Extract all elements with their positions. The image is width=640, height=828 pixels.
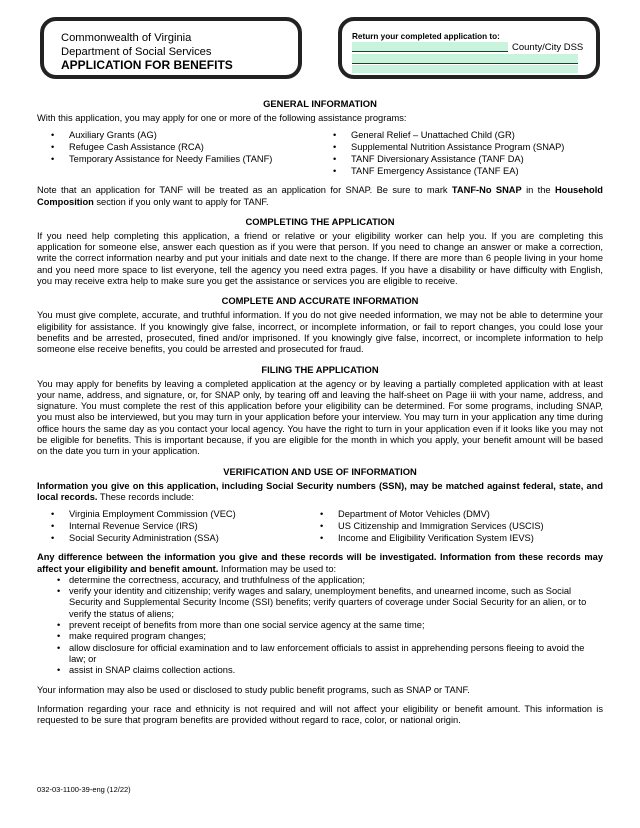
list-item: • Refugee Cash Assistance (RCA) bbox=[37, 141, 319, 153]
list-item: • Temporary Assistance for Needy Families (TANF) bbox=[37, 153, 319, 165]
list-item: • make required program changes; bbox=[37, 631, 603, 642]
form-number: 032-03-1100-39-eng (12/22) bbox=[37, 785, 131, 794]
program-list bbox=[37, 129, 603, 177]
program-list-left bbox=[37, 129, 319, 177]
list-item: • Virginia Employment Commission (VEC) bbox=[37, 508, 306, 520]
list-item: • General Relief – Unattached Child (GR) bbox=[319, 129, 564, 141]
agency-line-1: Commonwealth of Virginia bbox=[61, 32, 192, 44]
completing-heading: COMPLETING THE APPLICATION bbox=[245, 215, 395, 227]
accurate-text: You must give complete, accurate, and truthful information. If you do not give needed information, we may not be able to determine your eligibility for assistance. If you knowingly give false, incorrect, or incomplete information, or fail to report changes, you could lose your benefits and be arrested, prosecuted, fined and/or imprisoned. If you knowingly give false, incorrect, or incomplete information to help someone else receive benefits, you could be arrested and prosecuted for fraud. bbox=[37, 310, 603, 355]
list-item: • TANF Diversionary Assistance (TANF DA) bbox=[319, 153, 564, 165]
study-statement: Your information may also be used or disclosed to study public benefit programs, such as SNAP or TANF. bbox=[37, 684, 470, 695]
list-item: • verify your identity and citizenship; verify wages and salary, unemployment benefits, and unearned income, such as Social Security and Supplemental Security Income (SSI) benefits; verify quarters of coverage under Social Security for an alien, or to verify the status of aliens; bbox=[37, 586, 603, 620]
filing-heading: FILING THE APPLICATION bbox=[261, 363, 379, 375]
list-item: • determine the correctness, accuracy, and truthfulness of the application; bbox=[37, 575, 603, 586]
records-list bbox=[37, 508, 603, 544]
form-title: APPLICATION FOR BENEFITS bbox=[61, 58, 233, 73]
agency-header-box bbox=[40, 17, 302, 79]
list-item: • Auxiliary Grants (AG) bbox=[37, 129, 319, 141]
tanf-note: Note that an application for TANF will be treated as an application for SNAP. Be sure to mark TANF-No SNAP in the Household Composition section if you only want to apply for TANF. bbox=[37, 185, 603, 207]
list-item: • Income and Eligibility Verification System IEVS) bbox=[306, 532, 544, 544]
list-item: • TANF Emergency Assistance (TANF EA) bbox=[319, 165, 564, 177]
completing-text: If you need help completing this application, a friend or relative or your eligibility worker can help you. If you are completing this application for someone else, answer each question as if you were that person. If you need to change an answer or make a correction, write the correct information nearby and put your initials and date next to the change. If there are more than 6 people living in your home and you need more space to list everyone, tell the agency you need extra pages. If you have a disability or have difficulty with English, you may receive extra help to make sure you get the assistance or services you are eligible to receive. bbox=[37, 230, 603, 287]
accurate-heading: COMPLETE AND ACCURATE INFORMATION bbox=[221, 295, 419, 307]
list-item: • allow disclosure for official examination and to law enforcement officials to assist in apprehending persons fleeing to avoid the law; or bbox=[37, 643, 603, 666]
list-item: • Social Security Administration (SSA) bbox=[37, 532, 306, 544]
records-list-right bbox=[306, 508, 544, 544]
address-line-2-field[interactable] bbox=[352, 65, 578, 73]
list-item: • prevent receipt of benefits from more than one social service agency at the same time; bbox=[37, 620, 603, 631]
address-line-1-field[interactable] bbox=[352, 54, 578, 64]
records-list-left bbox=[37, 508, 306, 544]
filing-text: You may apply for benefits by leaving a completed application at the agency or by leaving a partially completed application with at least your name, address, and signature, or, for SNAP only, by tearing off and leaving the half-sheet on Page iii with your name, address, and signature. You must complete the rest of this application before your eligibility can be determined. For some programs, including SNAP, you must also be interviewed, but you may turn in your application before your interview. You may turn in your application any time during office hours the same day as you contact your local agency. You have the right to turn in your application even if it looks like you may not be eligible for benefits. This is important because, if you are eligible for the month in which you apply, your benefit amount will be based on the date you turn in your application. bbox=[37, 378, 603, 457]
general-info-heading: GENERAL INFORMATION bbox=[263, 98, 377, 109]
county-label: County/City DSS bbox=[512, 42, 584, 53]
return-address-box bbox=[338, 17, 600, 79]
verification-intro: Information you give on this application, including Social Security numbers (SSN), may be matched against federal, state, and local records. These records include: bbox=[37, 480, 603, 502]
document-body bbox=[37, 98, 603, 734]
general-intro: With this application, you may apply for one or more of the following assistance programs: bbox=[37, 113, 407, 123]
list-item: • US Citizenship and Immigration Services (USCIS) bbox=[306, 520, 544, 532]
uses-list bbox=[37, 575, 603, 677]
agency-line-2: Department of Social Services bbox=[61, 45, 212, 58]
verification-heading: VERIFICATION AND USE OF INFORMATION bbox=[223, 465, 417, 477]
return-label: Return your completed application to: bbox=[352, 32, 500, 41]
race-statement: Information regarding your race and ethnicity is not required and will not affect your eligibility or benefit amount. This information is requested to be sure that program benefits are provided without regard to race, color, or national origin. bbox=[37, 703, 603, 726]
program-list-right bbox=[319, 129, 564, 177]
list-item: • Supplemental Nutrition Assistance Program (SNAP) bbox=[319, 141, 564, 153]
list-item: • Department of Motor Vehicles (DMV) bbox=[306, 508, 544, 520]
list-item: • assist in SNAP claims collection actions. bbox=[37, 665, 603, 676]
county-name-field[interactable] bbox=[352, 42, 508, 52]
difference-statement: Any difference between the information you give and these records will be investigated. Information from these records may affect your eligibility and benefit amount. Information may be used to: bbox=[37, 552, 603, 574]
list-item: • Internal Revenue Service (IRS) bbox=[37, 520, 306, 532]
